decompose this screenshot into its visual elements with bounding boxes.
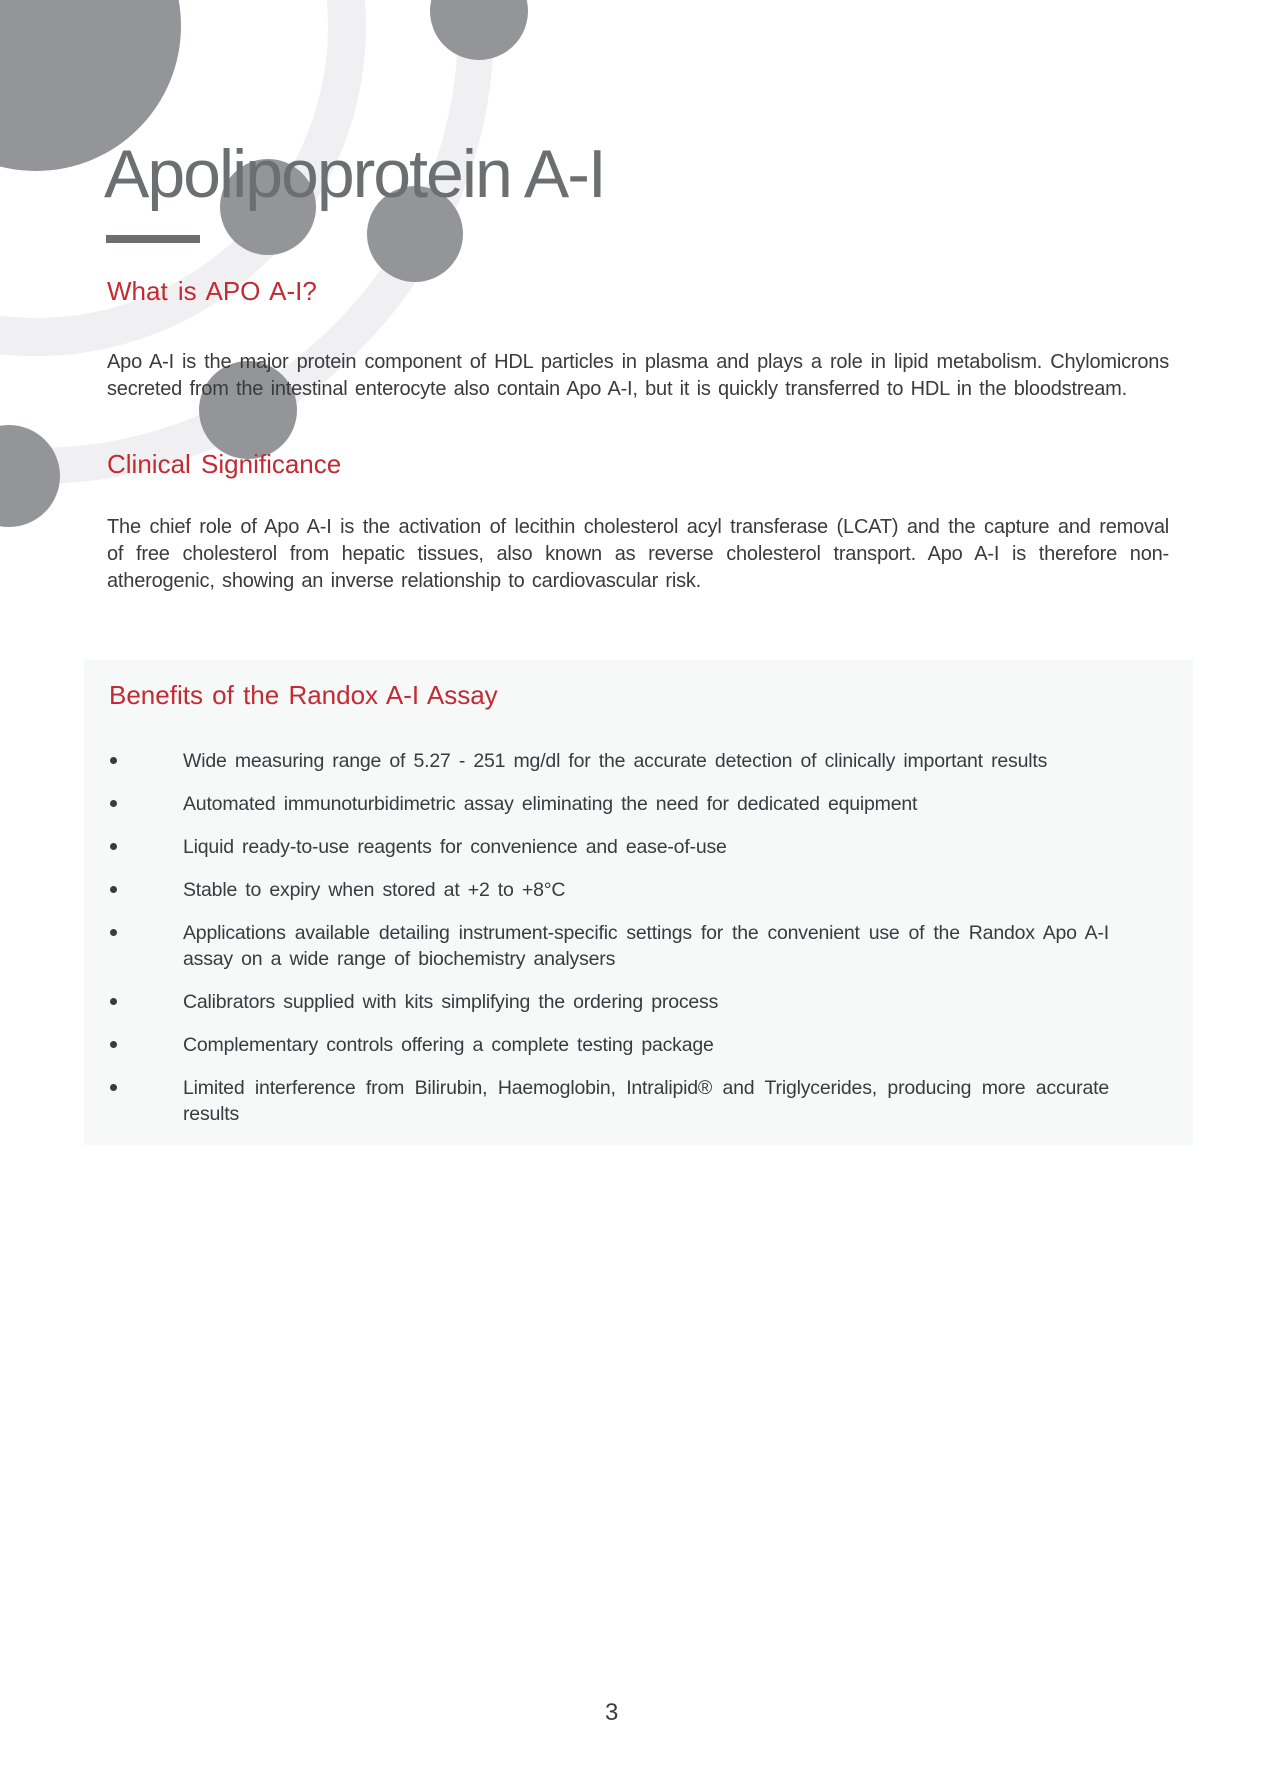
- benefit-item-text: Liquid ready-to-use reagents for convenience and ease-of-use: [183, 836, 727, 858]
- benefits-list: [107, 748, 1109, 1144]
- benefit-item: [107, 989, 1109, 1015]
- bullet-icon: [110, 886, 117, 893]
- benefit-item: [107, 748, 1109, 774]
- benefit-item: [107, 834, 1109, 860]
- benefits-box: [84, 660, 1193, 1145]
- benefit-item-text: Stable to expiry when stored at +2 to +8°C: [183, 879, 566, 901]
- benefit-item: [107, 1075, 1109, 1127]
- bullet-icon: [110, 1041, 117, 1048]
- benefit-item-text: Limited interference from Bilirubin, Haemoglobin, Intralipid® and Triglycerides, producing more accurate results: [183, 1077, 1109, 1125]
- bullet-icon: [110, 800, 117, 807]
- benefit-item-text: Applications available detailing instrument-specific settings for the convenient use of the Randox Apo A-I assay on a wide range of biochemistry analysers: [183, 922, 1109, 970]
- benefit-item-text: Calibrators supplied with kits simplifying the ordering process: [183, 991, 719, 1013]
- bullet-icon: [110, 843, 117, 850]
- section-body-clinical-significance: The chief role of Apo A-I is the activation of lecithin cholesterol acyl transferase (LCAT) and the capture and removal of free cholesterol from hepatic tissues, also known as reverse cholesterol transport. Apo A-I is therefore non-atherogenic, showing an inverse relationship to cardiovascular risk.: [107, 516, 1169, 592]
- bullet-icon: [110, 998, 117, 1005]
- benefit-item-text: Complementary controls offering a complete testing package: [183, 1034, 714, 1056]
- bullet-icon: [110, 757, 117, 764]
- section-heading-what-is-apo-a1: What is APO A-I?: [107, 276, 317, 306]
- section-body-what-is-apo-a1: Apo A-I is the major protein component of HDL particles in plasma and plays a role in lipid metabolism. Chylomicrons secreted from the intestinal enterocyte also contain Apo A-I, but it is quickly transferred to HDL in the bloodstream.: [107, 351, 1169, 400]
- page-title: Apolipoprotein A-I: [104, 135, 605, 212]
- bullet-icon: [110, 1084, 117, 1091]
- benefit-item: [107, 920, 1109, 972]
- page-number: 3: [605, 1699, 619, 1726]
- title-underline: [106, 235, 200, 243]
- benefit-item: [107, 877, 1109, 903]
- benefit-item: [107, 1032, 1109, 1058]
- section-heading-clinical-significance: Clinical Significance: [107, 449, 342, 479]
- benefit-item-text: Wide measuring range of 5.27 - 251 mg/dl for the accurate detection of clinically important results: [183, 750, 1048, 772]
- benefit-item-text: Automated immunoturbidimetric assay eliminating the need for dedicated equipment: [183, 793, 918, 815]
- bullet-icon: [110, 929, 117, 936]
- benefits-heading: Benefits of the Randox A-I Assay: [109, 680, 498, 710]
- benefit-item: [107, 791, 1109, 817]
